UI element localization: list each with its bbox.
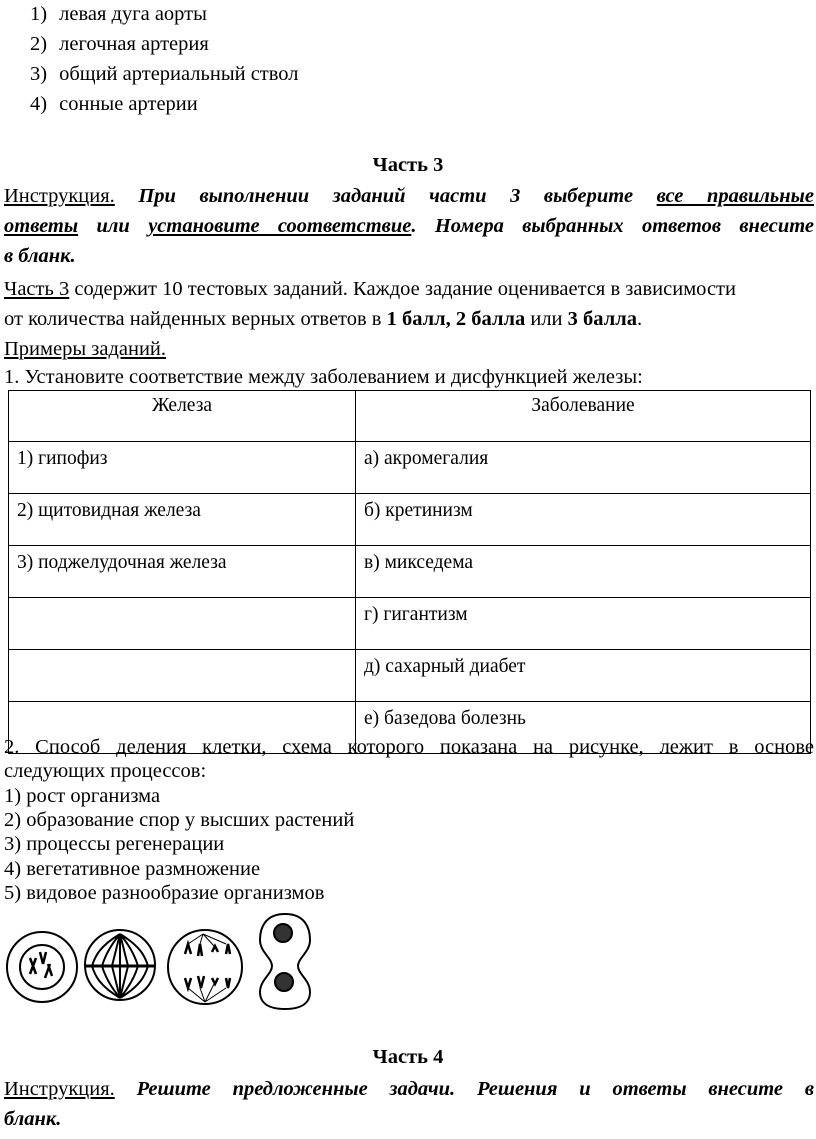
table-cell: г) гигантизм	[356, 598, 811, 650]
instruction-emphasis: ответы	[4, 215, 79, 237]
part3-title: Часть 3	[372, 154, 444, 176]
instruction-label: Инструкция.	[4, 185, 115, 207]
score-text: 1 балл, 2 балла	[386, 308, 526, 330]
list-item: 4) сонные артерии	[30, 93, 198, 115]
table-row	[9, 546, 811, 598]
anaphase-cell	[168, 930, 242, 1004]
table-cell: е) базедова болезнь	[356, 702, 811, 754]
prophase-cell	[7, 932, 77, 1002]
table-cell: в) микседема	[356, 546, 811, 598]
part3-instruction-line1	[4, 185, 814, 208]
instruction-emphasis: установите соответствие	[148, 215, 412, 237]
part4-title: Часть 4	[372, 1046, 444, 1068]
table-cell	[9, 598, 356, 650]
table-row	[9, 494, 811, 546]
question-2-line1: 2. Способ деления клетки, схема которого показана на рисунке, лежит в основе	[4, 736, 814, 758]
option-text: легочная артерия	[59, 33, 209, 55]
option-text: общий артериальный ствол	[59, 63, 299, 85]
column-header: Железа	[9, 391, 356, 442]
part-link: Часть 3	[4, 278, 70, 300]
score-text: 3 балла	[567, 308, 637, 330]
list-item: 4) вегетативное размножение	[4, 858, 261, 880]
examples-label: Примеры заданий.	[4, 338, 167, 360]
instruction-emphasis: все правильные	[656, 185, 815, 207]
description-text: от количества найденных верных ответов в	[4, 308, 387, 330]
metaphase-cell	[85, 930, 155, 1000]
part3-instruction-line3: в бланк.	[4, 245, 76, 267]
description-text: содержит 10 тестовых заданий. Каждое задание оценивается в зависимости	[74, 278, 736, 300]
table-header-row	[9, 391, 811, 442]
part3-description-line1	[4, 278, 814, 301]
list-item: 2) легочная артерия	[30, 33, 209, 55]
option-text: сонные артерии	[59, 93, 198, 115]
cell-division-diagram	[0, 906, 340, 1010]
instruction-text: . Номера выбранных ответов внесите	[411, 215, 815, 237]
table-cell: 2) щитовидная железа	[9, 494, 356, 546]
list-item: 2) образование спор у высших растений	[4, 809, 355, 831]
description-text: .	[636, 308, 643, 330]
table-cell	[9, 650, 356, 702]
question-1: 1. Установите соответствие между заболеванием и дисфункцией железы:	[4, 366, 643, 388]
list-item: 1) левая дуга аорты	[30, 3, 207, 25]
part4-instruction-line2: бланк.	[4, 1108, 62, 1130]
table-row	[9, 650, 811, 702]
instruction-text: или	[96, 215, 130, 237]
table-cell: д) сахарный диабет	[356, 650, 811, 702]
option-text: левая дуга аорты	[59, 3, 207, 25]
table-cell: а) акромегалия	[356, 442, 811, 494]
instruction-text: При выполнении заданий части 3 выберите	[138, 185, 634, 207]
table-cell: 1) гипофиз	[9, 442, 356, 494]
list-item: 3) процессы регенерации	[4, 833, 225, 855]
part4-instruction-line1	[4, 1078, 814, 1101]
instruction-label: Инструкция.	[4, 1078, 115, 1100]
description-text: или	[525, 308, 568, 330]
matching-table	[8, 390, 811, 754]
column-header: Заболевание	[356, 391, 811, 442]
table-row	[9, 442, 811, 494]
list-item: 3) общий артериальный ствол	[30, 63, 299, 85]
telophase-cell	[260, 914, 310, 1009]
table-cell: 3) поджелудочная железа	[9, 546, 356, 598]
part3-instruction-line2	[4, 215, 814, 238]
examples-heading	[4, 338, 814, 361]
table-row	[9, 598, 811, 650]
instruction-text: Решите предложенные задачи. Решения и ответы внесите в	[136, 1078, 815, 1100]
part3-description-line2	[4, 308, 814, 331]
question-2-line2: следующих процессов:	[4, 760, 207, 782]
list-item: 1) рост организма	[4, 785, 161, 807]
list-item: 5) видовое разнообразие организмов	[4, 882, 325, 904]
table-cell: б) кретинизм	[356, 494, 811, 546]
